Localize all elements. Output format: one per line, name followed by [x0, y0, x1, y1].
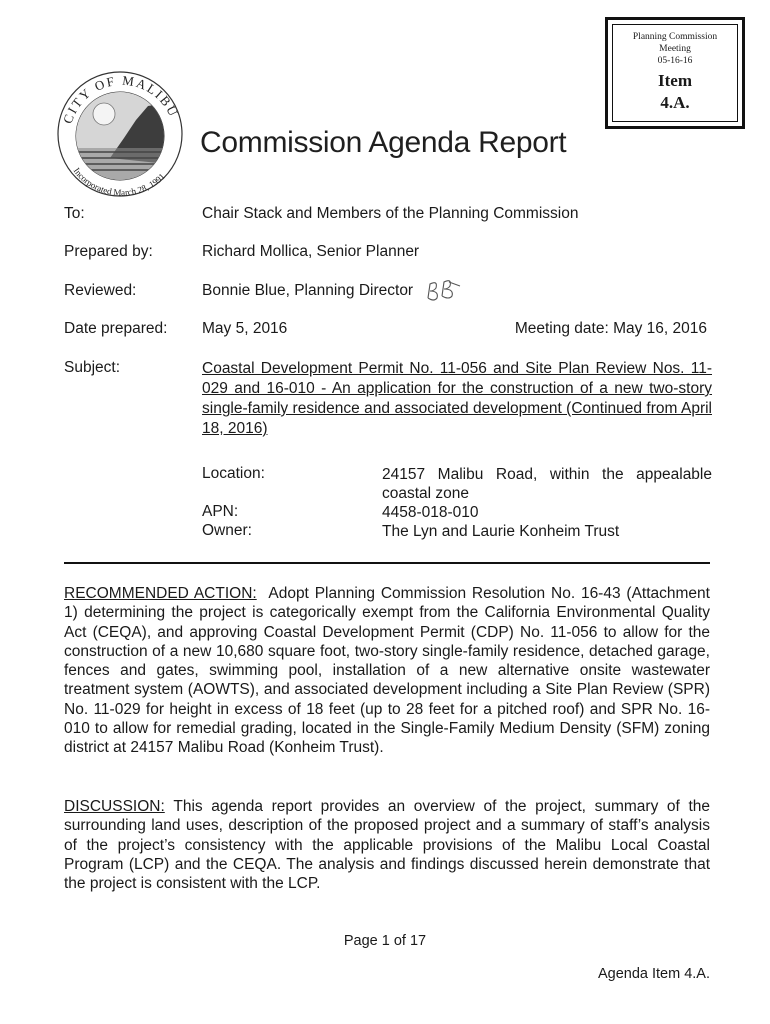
location-label: Location:: [202, 465, 265, 482]
recommended-action-text: Adopt Planning Commission Resolution No. 16-43 (Attachment 1) determining the project is categorically exempt from the California Environmental Quality Act (CEQA), and approving Coastal Development Permit (CDP) No. 11-056 to allow for the construction of a new 10,680 square foot, two-story single-family residence, detached garage, fences and gates, swimming pool, installation of a new alternative onsite wastewater treatment system (AOWTS), and associated development including a Site Plan Review (SPR) No. 11-029 for height in excess of 18 feet (up to 28 feet for a pitched roof) and SPR No. 16-010 to allow for remedial grading, located in the Single-Family Medium Density (SFM) zoning district at 24157 Malibu Road (Konheim Trust).: [64, 585, 710, 757]
stamp-item-label: Item: [658, 71, 692, 90]
subject-label: Subject:: [64, 359, 121, 376]
section-divider: [64, 562, 710, 564]
date-prepared-value: May 5, 2016: [202, 320, 288, 337]
city-seal-logo: [52, 68, 192, 198]
seal-bottom-text: Incorporated March 28, 1991: [71, 165, 167, 198]
report-title: Commission Agenda Report: [200, 126, 567, 159]
apn-value: 4458-018-010: [382, 504, 479, 521]
item-stamp: [605, 17, 745, 129]
owner-value: The Lyn and Laurie Konheim Trust: [382, 523, 620, 540]
prepared-by-label: Prepared by:: [64, 243, 153, 260]
location-value: 24157 Malibu Road, within the appealable coastal zone: [382, 466, 712, 502]
reviewed-label: Reviewed:: [64, 282, 137, 299]
owner-label: Owner:: [202, 522, 252, 539]
footer-agenda-item: Agenda Item 4.A.: [597, 966, 710, 982]
reviewed-value: Bonnie Blue, Planning Director: [202, 282, 414, 299]
stamp-date: 05-16-16: [657, 56, 693, 66]
discussion-heading: DISCUSSION:: [64, 798, 165, 815]
prepared-by-value: Richard Mollica, Senior Planner: [202, 243, 420, 260]
seal-top-text: CITY OF MALIBU: [59, 72, 182, 126]
recommended-action-paragraph: [64, 584, 710, 758]
stamp-line-2: Meeting: [659, 44, 691, 54]
discussion-paragraph: [64, 797, 710, 893]
page-number: Page 1 of 17: [343, 933, 427, 949]
date-prepared-label: Date prepared:: [64, 320, 168, 337]
item-stamp-inner: [612, 24, 738, 122]
stamp-item-number: 4.A.: [660, 93, 690, 112]
subject-value: Coastal Development Permit No. 11-056 and Site Plan Review Nos. 11-029 and 16-010 - An application for the construction of a new two-story single-family residence and associated development (Continued from April 18, 2016): [202, 360, 712, 437]
to-value: Chair Stack and Members of the Planning Commission: [202, 205, 579, 222]
stamp-line-1: Planning Commission: [632, 32, 718, 42]
to-label: To:: [64, 205, 85, 222]
reviewer-initials-signature: [424, 276, 464, 304]
meeting-date: Meeting date: May 16, 2016: [514, 320, 707, 337]
discussion-text: This agenda report provides an overview of the project, summary of the surrounding land uses, description of the proposed project and a summary of staff’s analysis of the project’s consistency with the applicable provisions of the Malibu Local Coastal Program (LCP) and the CEQA. The analysis and findings discussed herein demonstrate that the project is consistent with the LCP.: [64, 798, 710, 893]
apn-label: APN:: [202, 503, 239, 520]
recommended-action-heading: RECOMMENDED ACTION:: [64, 585, 257, 602]
